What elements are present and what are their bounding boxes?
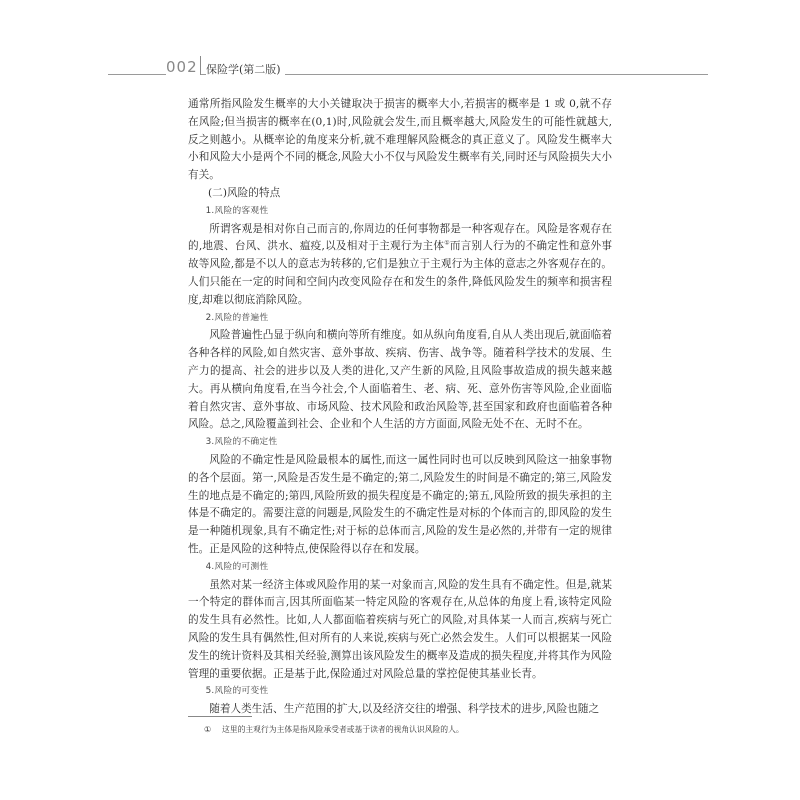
footnote [204,724,464,735]
subheading-universality: 2.风险的普遍性 [205,312,269,323]
paragraph-objectivity-part2: 而言别人行为的不确定性和意外事故等风险,都是不以人的意志为转移的,它们是独立于主观行为主体的意志之外客观存在的。人们只能在一定的时间和空间内改变风险存在和发生的条件,降低风险发生的频率和损害程度,却难以彻底消除风险。 [188,240,613,306]
body-text [188,96,612,719]
paragraph-objectivity [188,221,612,310]
page-number: 002 [166,58,198,76]
paragraph-objectivity-part1: 所谓客观是相对你自己而言的,你周边的任何事物都是一种客观存在。风险是客观存在的,地震、台风、洪水、瘟疫,以及相对于主观行为主体 [188,222,612,253]
section-heading: (二)风险的特点 [208,186,281,199]
header-divider [200,56,201,75]
subheading-uncertainty: 3.风险的不确定性 [205,437,278,448]
running-header [108,56,708,80]
book-title: 保险学(第二版) [206,61,285,77]
paragraph-variability: 随着人类生活、生产范围的扩大,以及经济交往的增强、科学技术的进步,风险也随之 [209,703,600,716]
footnote-text: 这里的主观行为主体是指风险承受者或基于读者的视角认识风险的人。 [222,725,464,734]
subheading-measurability: 4.风险的可测性 [205,561,269,572]
subheading-variability: 5.风险的可变性 [205,686,269,697]
footnote-rule [188,716,252,717]
paragraph-universality: 风险普遍性凸显于纵向和横向等所有维度。如从纵向角度看,自从人类出现后,就面临着各种各样的风险,如自然灾害、意外事故、疾病、伤害、战争等。随着科学技术的发展、生产力的提高、社会的进步以及人类的进化,又产生新的风险,且风险事故造成的损失越来越大。再从横向角度看,在当今社会,个人面临着生、老、病、死、意外伤害等风险,企业面临着自然灾害、意外事故、市场风险、技术风险和政治风险等,甚至国家和政府也面临着各种风险。总之,风险覆盖到社会、企业和个人生活的方方面面,风险无处不在、无时不在。 [188,329,612,431]
footnote-marker: ① [204,725,211,734]
paragraph-1: 通常所指风险发生概率的大小关键取决于损害的概率大小,若损害的概率是 1 或 0,就不存在风险;但当损害的概率在(0,1)时,风险就会发生,而且概率越大,风险发生的可能性就越大,反之则越小。从概率论的角度来分析,就不难理解风险概念的真正意义了。风险发生概率大小和风险大小是两个不同的概念,风险大小不仅与风险发生概率有关,同时还与风险损失大小有关。 [188,98,612,182]
footnote-reference: ① [444,239,450,247]
paragraph-measurability: 虽然对某一经济主体或风险作用的某一对象而言,风险的发生具有不确定性。但是,就某一个特定的群体而言,因其所面临某一特定风险的客观存在,从总体的角度上看,该特定风险的发生具有必然性。比如,人人都面临着疾病与死亡的风险,对具体某一人而言,疾病与死亡风险的发生具有偶然性,但对所有的人来说,疾病与死亡必然会发生。人们可以根据某一风险发生的统计资料及其相关经验,测算出该风险发生的概率及造成的损失程度,并将其作为风险管理的重要依据。正是基于此,保险通过对风险总量的掌控促使其基业长青。 [188,578,612,680]
subheading-objectivity: 1.风险的客观性 [205,205,269,216]
paragraph-uncertainty: 风险的不确定性是风险最根本的属性,而这一属性同时也可以反映到风险这一抽象事物的各个层面。第一,风险是否发生是不确定的;第二,风险发生的时间是不确定的;第三,风险发生的地点是不确定的;第四,风险所致的损失程度是不确定的;第五,风险所致的损失承担的主体是不确定的。需要注意的问题是,风险发生的不确定性是对标的个体而言的,即风险的发生是一种随机现象,具有不确定性;对于标的总体而言,风险的发生是必然的,并带有一定的规律性。正是风险的这种特点,使保险得以存在和发展。 [188,453,612,555]
